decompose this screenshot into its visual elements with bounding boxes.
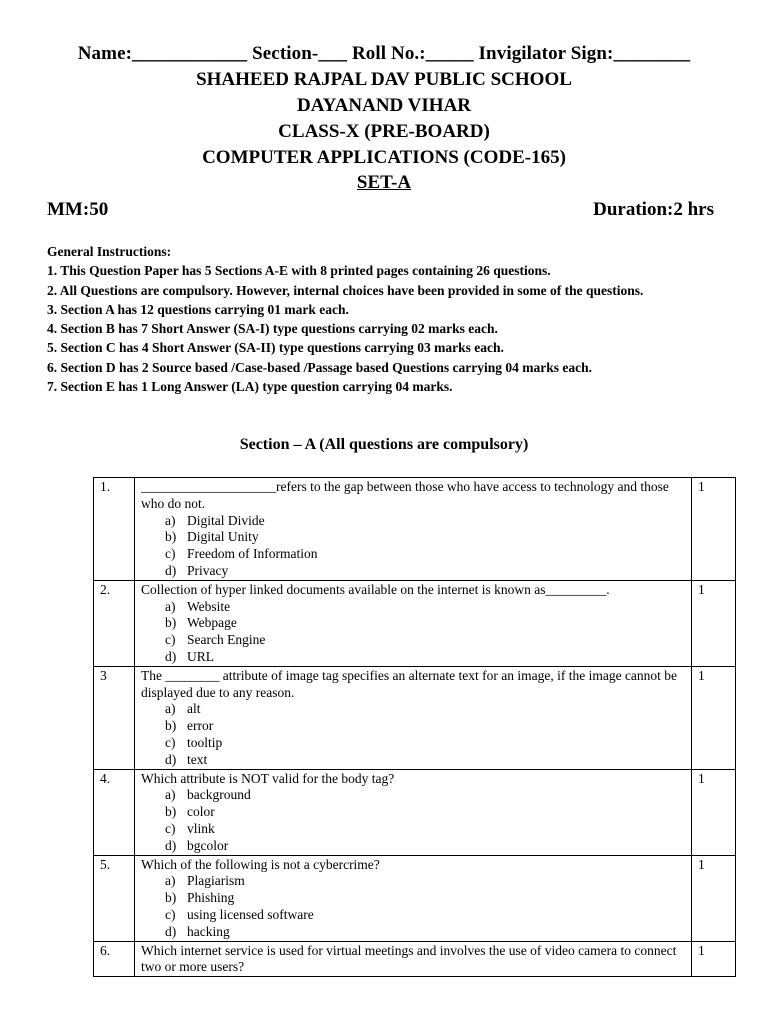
option-item <box>141 752 687 769</box>
student-details-line: Name:____________ Section-___ Roll No.:_____ Invigilator Sign:________ <box>77 43 691 64</box>
question-number: 4. <box>94 769 135 855</box>
question-cell <box>135 666 692 769</box>
questions-table <box>93 477 736 977</box>
option-letter: a) <box>165 701 176 717</box>
option-text: alt <box>187 701 201 717</box>
subject-heading: COMPUTER APPLICATIONS (CODE-165) <box>202 147 566 168</box>
question-marks: 1 <box>692 580 736 666</box>
option-item <box>141 599 687 616</box>
option-item <box>141 701 687 718</box>
option-item <box>141 787 687 804</box>
option-text: vlink <box>187 820 215 836</box>
table-row <box>94 478 736 581</box>
instruction-item: 1. This Question Paper has 5 Sections A-E with 8 printed pages containing 26 questions. <box>47 263 551 279</box>
general-instructions <box>47 242 727 396</box>
question-cell <box>135 478 692 581</box>
table-row <box>94 580 736 666</box>
question-text: Which attribute is NOT valid for the body tag? <box>141 770 395 786</box>
question-marks: 1 <box>692 666 736 769</box>
table-row <box>94 666 736 769</box>
question-number: 6. <box>94 941 135 977</box>
question-marks: 1 <box>692 769 736 855</box>
question-marks: 1 <box>692 478 736 581</box>
option-letter: a) <box>165 787 176 803</box>
option-text: error <box>187 718 214 734</box>
option-text: Freedom of Information <box>187 546 318 562</box>
question-cell <box>135 769 692 855</box>
question-number: 5. <box>94 855 135 941</box>
duration: Duration:2 hrs <box>593 199 714 220</box>
options-list <box>141 873 687 940</box>
question-cell <box>135 580 692 666</box>
option-text: Digital Unity <box>187 529 259 545</box>
question-text: The ________ attribute of image tag specifies an alternate text for an image, if the image cannot be displayed due to any reason. <box>141 667 678 700</box>
school-locality: DAYANAND VIHAR <box>296 95 472 116</box>
table-row <box>94 769 736 855</box>
option-text: tooltip <box>187 734 223 750</box>
option-text: text <box>187 751 208 767</box>
option-text: Website <box>187 598 231 614</box>
option-letter: c) <box>165 632 176 648</box>
option-item <box>141 890 687 907</box>
question-number: 2. <box>94 580 135 666</box>
option-text: Privacy <box>187 562 229 578</box>
option-letter: d) <box>165 562 177 578</box>
question-text: Which of the following is not a cybercrime? <box>141 856 380 872</box>
option-item <box>141 735 687 752</box>
option-item <box>141 907 687 924</box>
option-item <box>141 838 687 855</box>
option-letter: a) <box>165 512 176 528</box>
instruction-item: 4. Section B has 7 Short Answer (SA-I) type questions carrying 02 marks each. <box>47 321 498 337</box>
option-letter: c) <box>165 820 176 836</box>
option-item <box>141 718 687 735</box>
option-text: using licensed software <box>187 906 314 922</box>
question-cell <box>135 941 692 977</box>
question-text: Collection of hyper linked documents available on the internet is known as_________. <box>141 581 610 597</box>
option-text: Digital Divide <box>187 512 265 528</box>
max-marks: MM:50 <box>47 199 109 220</box>
option-item <box>141 615 687 632</box>
instruction-item: 6. Section D has 2 Source based /Case-based /Passage based Questions carrying 04 marks each. <box>47 359 593 375</box>
class-heading: CLASS-X (PRE-BOARD) <box>278 121 490 142</box>
option-item <box>141 924 687 941</box>
option-letter: a) <box>165 873 176 889</box>
question-cell <box>135 855 692 941</box>
option-text: URL <box>187 648 214 664</box>
option-text: Phishing <box>187 890 235 906</box>
instruction-item: 3. Section A has 12 questions carrying 01 mark each. <box>47 301 349 317</box>
option-letter: b) <box>165 529 177 545</box>
option-text: bgcolor <box>187 837 229 853</box>
option-item <box>141 563 687 580</box>
option-letter: a) <box>165 598 176 614</box>
option-text: Webpage <box>187 615 237 631</box>
option-text: background <box>187 787 251 803</box>
instructions-title: General Instructions: <box>47 244 172 259</box>
option-item <box>141 821 687 838</box>
option-letter: b) <box>165 890 177 906</box>
option-letter: b) <box>165 615 177 631</box>
option-letter: d) <box>165 751 177 767</box>
option-text: hacking <box>187 923 230 939</box>
options-list <box>141 701 687 768</box>
option-letter: d) <box>165 837 177 853</box>
option-item <box>141 649 687 666</box>
options-list <box>141 513 687 580</box>
instruction-item: 2. All Questions are compulsory. However, internal choices have been provided in some of the questions. <box>47 282 644 298</box>
option-item <box>141 513 687 530</box>
options-list <box>141 787 687 854</box>
option-letter: d) <box>165 648 177 664</box>
question-marks: 1 <box>692 941 736 977</box>
option-item <box>141 873 687 890</box>
question-number: 3 <box>94 666 135 769</box>
school-name: SHAHEED RAJPAL DAV PUBLIC SCHOOL <box>196 69 572 90</box>
option-item <box>141 529 687 546</box>
table-row <box>94 941 736 977</box>
option-item <box>141 632 687 649</box>
section-a-title: Section – A (All questions are compulsory) <box>239 436 529 453</box>
instruction-item: 5. Section C has 4 Short Answer (SA-II) type questions carrying 03 marks each. <box>47 340 504 356</box>
option-letter: d) <box>165 923 177 939</box>
option-text: Search Engine <box>187 632 266 648</box>
option-letter: c) <box>165 906 176 922</box>
question-text: ____________________refers to the gap between those who have access to technology and those who do not. <box>141 479 669 511</box>
question-number: 1. <box>94 478 135 581</box>
question-marks: 1 <box>692 855 736 941</box>
option-letter: b) <box>165 718 177 734</box>
instruction-item: 7. Section E has 1 Long Answer (LA) type question carrying 04 marks. <box>47 379 453 395</box>
option-item <box>141 804 687 821</box>
set-heading: SET-A <box>356 172 412 193</box>
options-list <box>141 599 687 666</box>
option-letter: c) <box>165 546 176 562</box>
table-row <box>94 855 736 941</box>
option-text: color <box>187 804 215 820</box>
question-text: Which internet service is used for virtual meetings and involves the use of video camera to connect two or more users? <box>141 942 677 975</box>
option-letter: b) <box>165 804 177 820</box>
option-letter: c) <box>165 734 176 750</box>
option-item <box>141 546 687 563</box>
option-text: Plagiarism <box>187 873 245 889</box>
